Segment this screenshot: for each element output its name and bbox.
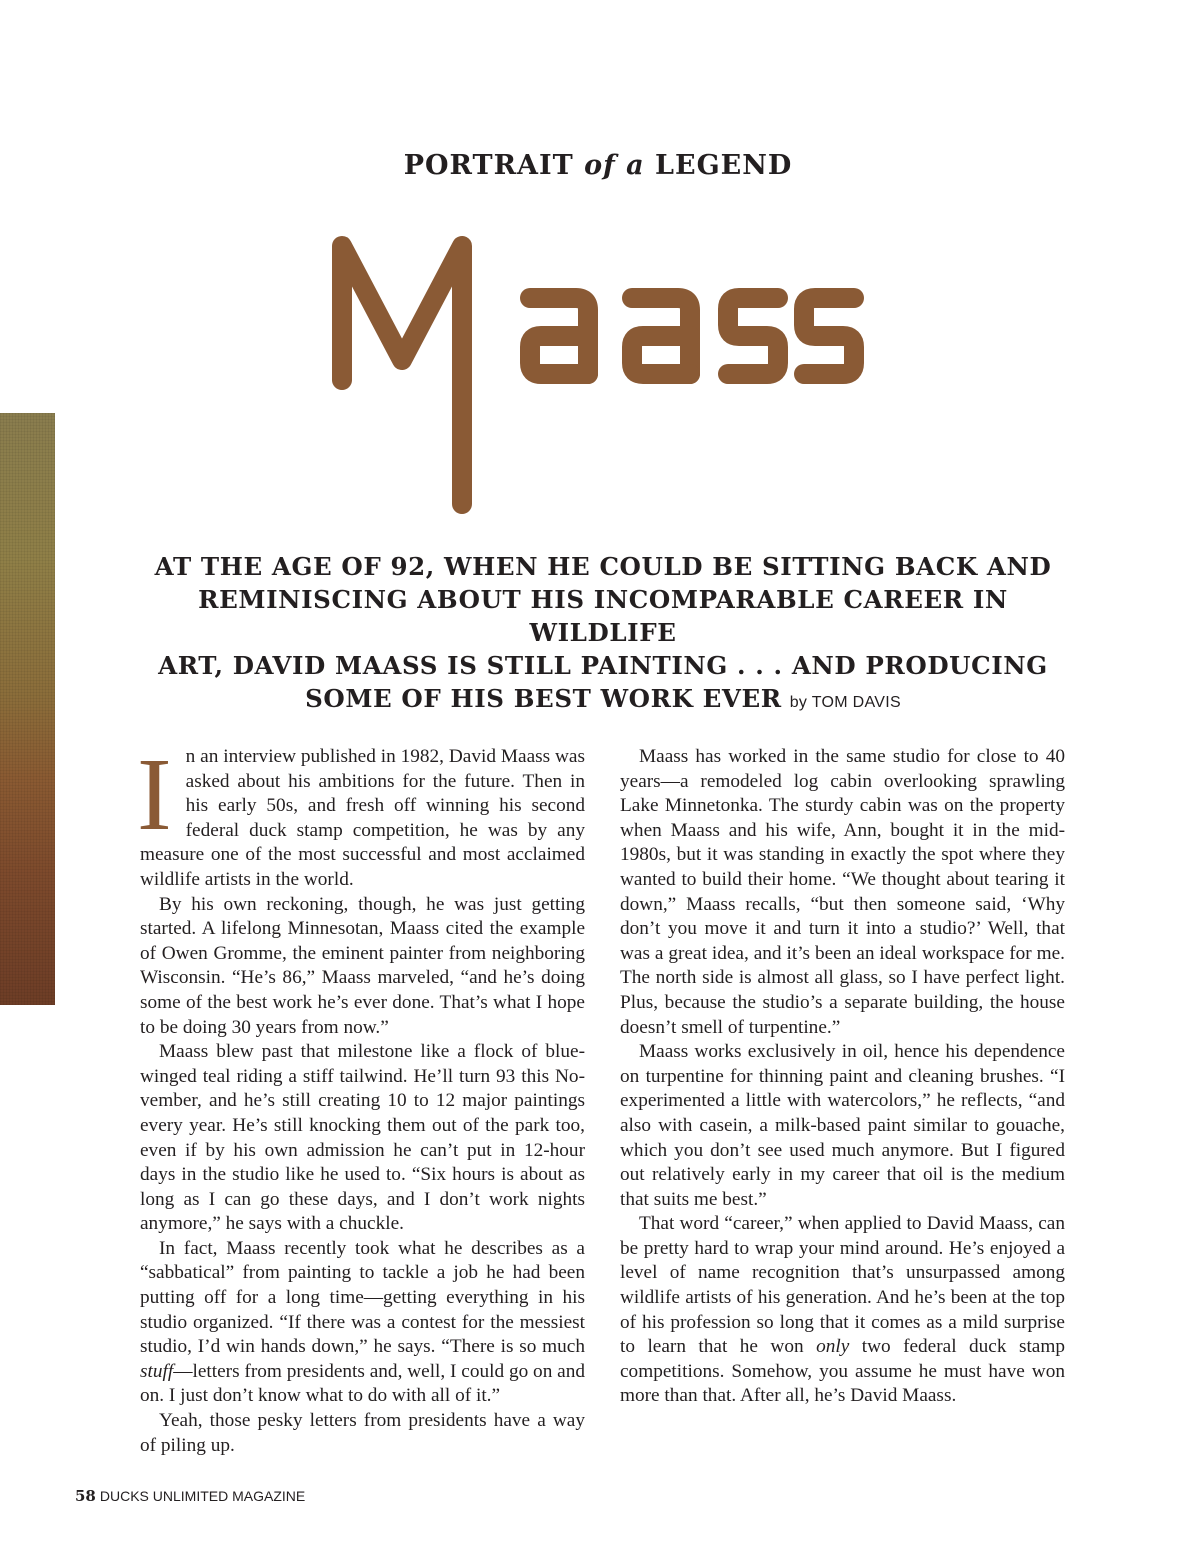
paragraph: Yeah, those pesky letters from presidents have a way of piling up. xyxy=(140,1410,585,1456)
emphasis: only xyxy=(816,1336,850,1358)
article-title xyxy=(330,232,870,517)
paragraph-text: —letters from presidents and, well, I could go on and on. I just don’t know what to do with all of it.” xyxy=(140,1360,585,1407)
kicker-pre: PORTRAIT xyxy=(403,150,585,181)
paragraph: Maass has worked in the same studio for close to 40 years—a remodeled log cabin overlooking sprawling Lake Minnetonka. The sturdy cabin was on the property when Maass and his wife, Ann, bought it in the mid-1980s, but it was standing in exactly the spot where they wanted to build their home. “We thought about tearing it down,” Maass recalls, “but then someone said, ‘Why don’t you move it and turn it into a studio?’ Well, that was a great idea, and it’s been an ideal workspace for me. The north side is almost all glass, so I have perfect light. Plus, because the studio’s a separate building, the house doesn’t smell of turpentine.” xyxy=(620,746,1065,1038)
deck-line-text: SOME OF HIS BEST WORK EVER xyxy=(305,684,782,713)
emphasis: stuff xyxy=(140,1360,174,1382)
page-number: 58 xyxy=(75,1487,96,1505)
paragraph-text: two federal duck stamp competitions. Somehow, you assume he must have won more than that. After all, he’s David Maass. xyxy=(620,1336,1065,1407)
title-logotype xyxy=(330,232,870,517)
painting-edge-image xyxy=(0,413,55,1005)
deck-line-last xyxy=(150,682,1056,719)
paragraph xyxy=(140,1237,585,1409)
paragraph: Maass blew past that milestone like a flock of blue-winged teal riding a stiff tailwind. He’ll turn 93 this November, and he’s still creating 10 to 12 major paintings every year. He’s still knocking them out of the park too, even if by his own admission he can’t put in 12-hour days in the studio like he used to. “Six hours is about as long as I can go these days, and I don’t work nights anymore,” he says with a chuckle. xyxy=(140,1041,585,1235)
paragraph: By his own reckoning, though, he was just getting started. A lifelong Minnesotan, Maass cited the example of Owen Gromme, the eminent painter from neighboring Wisconsin. “He’s 86,” Maass marveled, “and he’s doing some of the best work he’s ever done. That’s what I hope to be doing 30 years from now.” xyxy=(140,893,585,1038)
deck-line: REMINISCING ABOUT HIS INCOMPARABLE CAREER IN WILDLIFE xyxy=(198,585,1008,647)
drop-cap: I xyxy=(137,737,172,852)
paragraph xyxy=(620,1212,1065,1409)
paragraph-text: n an interview published in 1982, David Maass was asked about his ambitions for the future. Then in his early 50s, and fresh off winning his second federal duck stamp competition, he was by any measure one of the most successful and most acclaimed wildlife artists in the world. xyxy=(140,746,585,890)
page-footer xyxy=(75,1487,305,1505)
deck-line: AT THE AGE OF 92, WHEN HE COULD BE SITTING BACK AND xyxy=(154,552,1052,581)
title-text: Maass xyxy=(330,232,334,233)
kicker-post: LEGEND xyxy=(644,150,793,181)
kicker-heading xyxy=(0,150,1196,181)
deck-line: ART, DAVID MAASS IS STILL PAINTING . . . AND PRODUCING xyxy=(158,651,1048,680)
article-column-right xyxy=(620,745,1065,1409)
paragraph-text: That word “career,” when applied to David Maass, can be pretty hard to wrap your mind around. He’s enjoyed a level of name recognition that’s unsurpassed among wildlife artists of his generation. And he’s been at the top of his profession so long that it comes as a mild surprise to learn that he won xyxy=(620,1213,1065,1358)
paragraph xyxy=(137,737,585,893)
paragraph: Maass works exclusively in oil, hence his dependence on turpentine for thinning paint and cleaning brushes. “I experimented a little with watercolors,” he reflects, “and also with casein, a milk-based paint similar to gouache, which you don’t see used much anymore. But I figured out relatively early in my career that oil is the medium that suits me best.” xyxy=(620,1041,1065,1210)
kicker-italic: of a xyxy=(584,150,645,181)
byline: by TOM DAVIS xyxy=(789,694,901,711)
paragraph-text: In fact, Maass recently took what he describes as a “sabbatical” from painting to tackle a job he had been putting off for a long time—getting everything in his studio organized. “If there was a contest for the messiest studio, I’d win hands down,” he says. “There is so much xyxy=(140,1237,585,1358)
article-deck xyxy=(150,550,1056,719)
publication-name: DUCKS UNLIMITED MAGAZINE xyxy=(99,1488,306,1504)
article-column-left xyxy=(137,737,585,1458)
